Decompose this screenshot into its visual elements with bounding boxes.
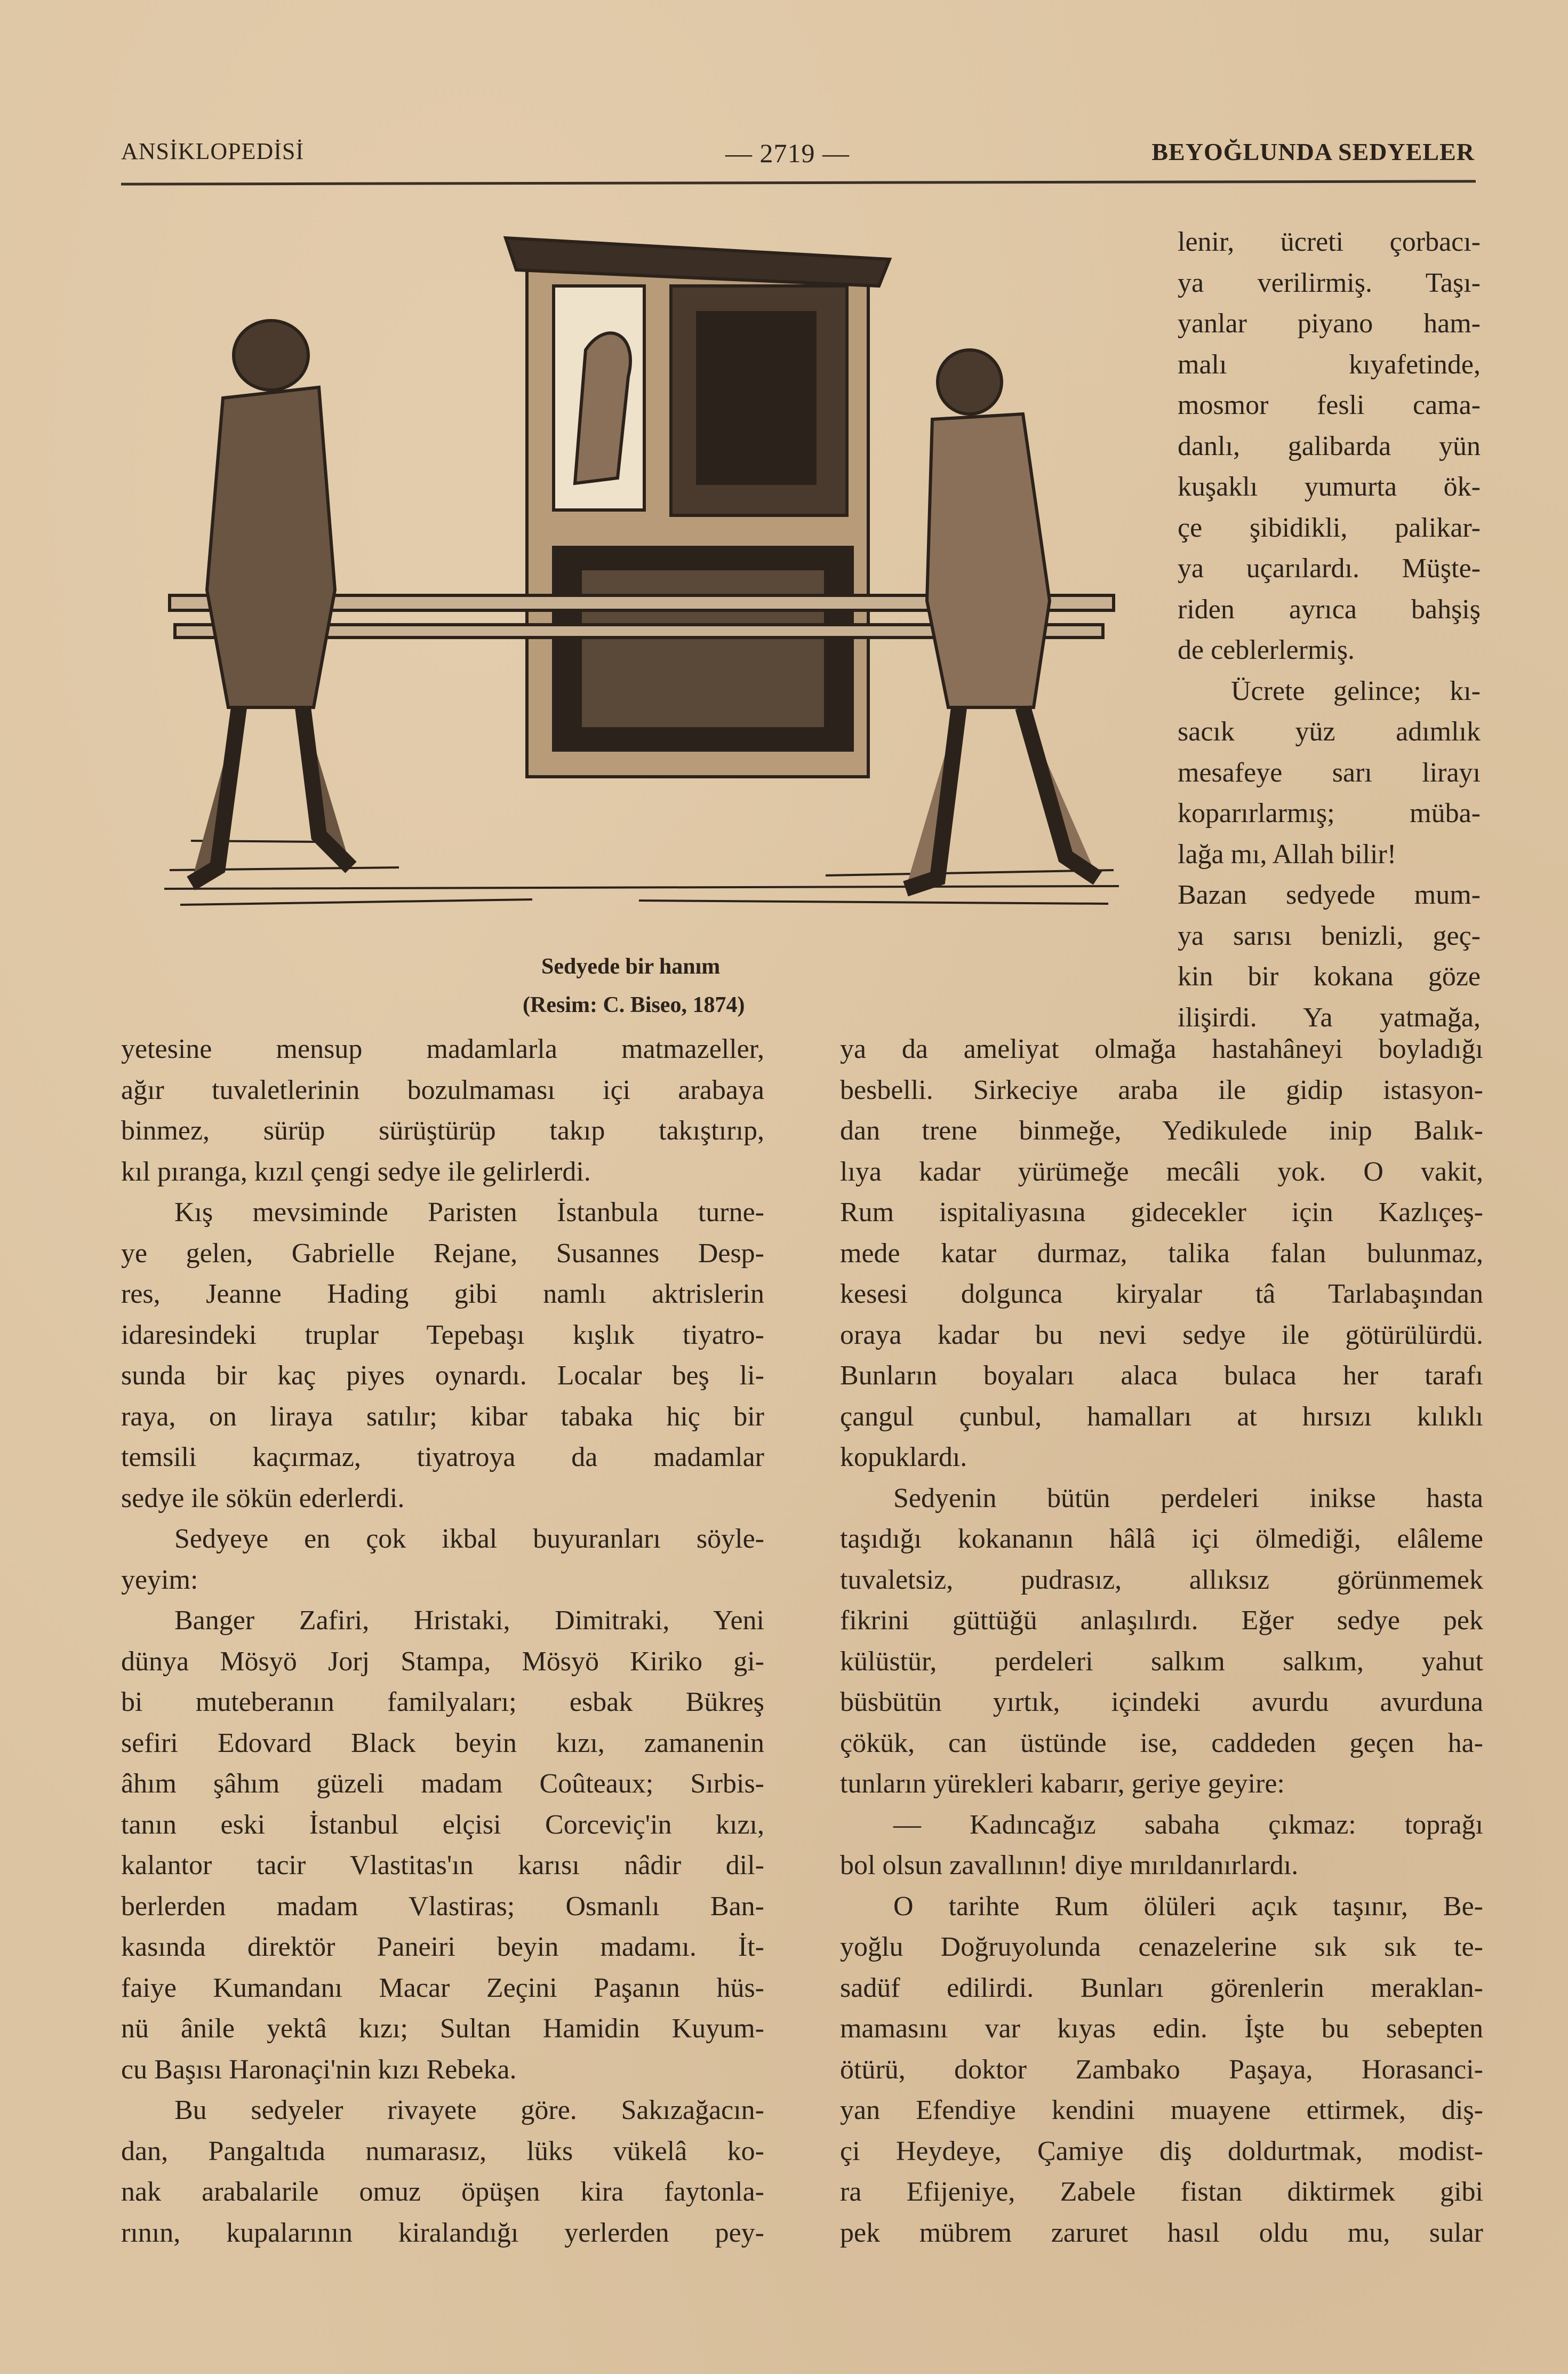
text-line: Rum ispitaliyasına gidecekler için Kazlıçeş- bbox=[840, 1197, 1483, 1228]
carrier-left bbox=[191, 321, 351, 883]
text-line: kıl pıranga, kızıl çengi sedye ile gelirlerdi. bbox=[121, 1156, 591, 1187]
text-line: Banger Zafiri, Hristaki, Dimitraki, Yeni bbox=[174, 1605, 764, 1636]
text-line: Bunların boyaları alaca bulaca her tarafı bbox=[840, 1360, 1483, 1391]
text-line: — Kadıncağız sabaha çıkmaz: toprağı bbox=[893, 1809, 1483, 1840]
text-column-narrow bbox=[1178, 222, 1481, 1038]
text-line: O tarihte Rum ölüleri açık taşınır, Be- bbox=[893, 1891, 1483, 1922]
text-line: çi Heydeye, Çamiye diş doldurtmak, modist- bbox=[840, 2136, 1483, 2166]
text-line: temsili kaçırmaz, tiyatroya da madamlar bbox=[121, 1442, 764, 1472]
text-line: yoğlu Doğruyolunda cenazelerine sık sık te- bbox=[840, 1932, 1483, 1962]
text-line: kasında direktör Paneiri beyin madamı. İt- bbox=[121, 1932, 764, 1962]
ground-hatching bbox=[164, 841, 1119, 905]
text-line: sadüf edilirdi. Bunları görenlerin meraklan- bbox=[840, 1972, 1483, 2003]
header-rule bbox=[121, 180, 1476, 185]
text-line: dan trene binmeğe, Yedikulede inip Balık- bbox=[840, 1116, 1483, 1146]
text-line: sacık yüz adımlık bbox=[1178, 716, 1481, 747]
text-line: taşıdığı kokananın hâlâ içi ölmediği, elâleme bbox=[840, 1524, 1483, 1554]
text-line: cu Başısı Haronaçi'nin kızı Rebeka. bbox=[121, 2054, 517, 2085]
sedan-chair bbox=[506, 238, 890, 777]
text-line: ya verilirmiş. Taşı- bbox=[1178, 267, 1481, 298]
text-line: nak arabalarile omuz öpüşen kira faytonla- bbox=[121, 2177, 764, 2207]
text-line: lenir, ücreti çorbacı- bbox=[1178, 227, 1481, 257]
text-line: çangul çunbul, hamalları at hırsızı kılıklı bbox=[840, 1401, 1483, 1432]
text-line: ilişirdi. Ya yatmağa, bbox=[1178, 1002, 1481, 1033]
text-line: çe şibidikli, palikar- bbox=[1178, 512, 1481, 543]
text-line: büsbütün yırtık, içindeki avurdu avurduna bbox=[840, 1687, 1483, 1717]
text-line: tanın eski İstanbul elçisi Corceviç'in kızı, bbox=[121, 1809, 764, 1840]
text-line: Ücrete gelince; kı- bbox=[1231, 675, 1481, 706]
text-line: berlerden madam Vlastiras; Osmanlı Ban- bbox=[121, 1891, 764, 1922]
text-line: âhım şâhım güzeli madam Coûteaux; Sırbis- bbox=[121, 1768, 764, 1799]
text-line: ya sarısı benizli, geç- bbox=[1178, 920, 1481, 951]
text-line: bol olsun zavallının! diye mırıldanırlardı. bbox=[840, 1850, 1299, 1881]
text-line: kin bir kokana göze bbox=[1178, 961, 1481, 992]
text-column-left bbox=[121, 1029, 764, 2253]
text-line: kalantor tacir Vlastitas'ın karısı nâdir dil- bbox=[121, 1850, 764, 1881]
text-line: kuşaklı yumurta ök- bbox=[1178, 472, 1481, 502]
text-line: oraya kadar bu nevi sedye ile götürülürdü. bbox=[840, 1319, 1483, 1350]
text-line: nü ânile yektâ kızı; Sultan Hamidin Kuyum- bbox=[121, 2013, 764, 2044]
text-line: faiye Kumandanı Macar Zeçini Paşanın hüs- bbox=[121, 1972, 764, 2003]
text-line: fikrini güttüğü anlaşılırdı. Eğer sedye pek bbox=[840, 1605, 1483, 1636]
text-line: Bazan sedyede mum- bbox=[1178, 880, 1481, 910]
text-line: Bu sedyeler rivayete göre. Sakızağacın- bbox=[174, 2095, 764, 2125]
text-line: çökük, can üstünde ise, caddeden geçen ha- bbox=[840, 1727, 1483, 1758]
running-header-left: ANSİKLOPEDİSİ bbox=[121, 138, 304, 164]
text-line: külüstür, perdeleri salkım salkım, yahut bbox=[840, 1646, 1483, 1677]
carrier-right bbox=[906, 350, 1098, 889]
text-line: dan, Pangaltıda numarasız, lüks vükelâ ko- bbox=[121, 2136, 764, 2166]
text-line: ye gelen, Gabrielle Rejane, Susannes Desp- bbox=[121, 1238, 764, 1269]
figure-credit: (Resim: C. Biseo, 1874) bbox=[523, 993, 745, 1017]
text-line: ra Efijeniye, Zabele fistan diktirmek gibi bbox=[840, 2177, 1483, 2207]
text-line: mede katar durmaz, talika falan bulunmaz, bbox=[840, 1238, 1483, 1269]
text-line: ya uçarılardı. Müşte- bbox=[1178, 553, 1481, 584]
text-line: res, Jeanne Hading gibi namlı aktrislerin bbox=[121, 1279, 764, 1309]
text-line: sunda bir kaç piyes oynardı. Localar beş li- bbox=[121, 1360, 764, 1391]
text-line: ya da ameliyat olmağa hastahâneyi boyladığı bbox=[840, 1034, 1483, 1064]
text-line: riden ayrıca bahşiş bbox=[1178, 594, 1481, 625]
text-line: tuvaletsiz, pudrasız, allıksız görünmemek bbox=[840, 1564, 1483, 1595]
text-line: raya, on liraya satılır; kibar tabaka hiç bir bbox=[121, 1401, 764, 1432]
text-line: yeyim: bbox=[121, 1564, 198, 1595]
text-line: mamasını var kıyas edin. İşte bu sebepten bbox=[840, 2013, 1483, 2044]
text-line: mosmor fesli cama- bbox=[1178, 390, 1481, 420]
text-line: ağır tuvaletlerinin bozulmaması içi arabaya bbox=[121, 1074, 764, 1105]
text-line: yetesine mensup madamlarla matmazeller, bbox=[121, 1034, 764, 1064]
text-line: sedye ile sökün ederlerdi. bbox=[121, 1483, 405, 1513]
text-column-right bbox=[840, 1029, 1483, 2253]
text-line: idaresindeki truplar Tepebaşı kışlık tiyatro- bbox=[121, 1319, 764, 1350]
text-line: lıya kadar yürümeğe mecâli yok. O vakit, bbox=[840, 1156, 1483, 1187]
text-line: sefiri Edovard Black beyin kızı, zamanenin bbox=[121, 1727, 764, 1758]
figure-caption: Sedyede bir hanım bbox=[541, 954, 721, 979]
page-number: — 2719 — bbox=[725, 138, 850, 168]
text-line: dünya Mösyö Jorj Stampa, Mösyö Kiriko gi- bbox=[121, 1646, 764, 1677]
text-line: kesesi dolgunca kiryalar tâ Tarlabaşından bbox=[840, 1279, 1483, 1309]
text-line: bi muteberanın familyaları; esbak Bükreş bbox=[121, 1687, 764, 1717]
text-line: rının, kupalarının kiralandığı yerlerden pey- bbox=[121, 2217, 764, 2248]
text-line: Sedyenin bütün perdeleri inikse hasta bbox=[893, 1483, 1483, 1513]
running-header-right: BEYOĞLUNDA SEDYELER bbox=[1151, 138, 1475, 165]
text-line: Sedyeye en çok ikbal buyuranları söyle- bbox=[174, 1524, 764, 1554]
text-line: pek mübrem zaruret hasıl oldu mu, sular bbox=[840, 2217, 1483, 2248]
text-line: de ceblerlermiş. bbox=[1178, 635, 1355, 665]
sedan-chair-illustration bbox=[159, 227, 1127, 923]
text-line: lağa mı, Allah bilir! bbox=[1178, 839, 1397, 870]
text-line: malı kıyafetinde, bbox=[1178, 349, 1481, 380]
text-line: yanlar piyano ham- bbox=[1178, 308, 1481, 339]
text-line: mesafeye sarı lirayı bbox=[1178, 757, 1481, 788]
text-line: kopuklardı. bbox=[840, 1442, 967, 1472]
text-line: binmez, sürüp sürüştürüp takıp takıştırıp, bbox=[121, 1116, 764, 1146]
text-line: koparırlarmış; müba- bbox=[1178, 798, 1481, 828]
text-line: tunların yürekleri kabarır, geriye geyire: bbox=[840, 1768, 1285, 1799]
text-line: besbelli. Sirkeciye araba ile gidip istasyon- bbox=[840, 1074, 1483, 1105]
text-line: ötürü, doktor Zambako Paşaya, Horasanci- bbox=[840, 2054, 1483, 2085]
text-line: danlı, galibarda yün bbox=[1178, 431, 1481, 461]
text-line: yan Efendiye kendini muayene ettirmek, diş- bbox=[840, 2095, 1483, 2125]
text-line: Kış mevsiminde Paristen İstanbula turne- bbox=[174, 1197, 764, 1228]
